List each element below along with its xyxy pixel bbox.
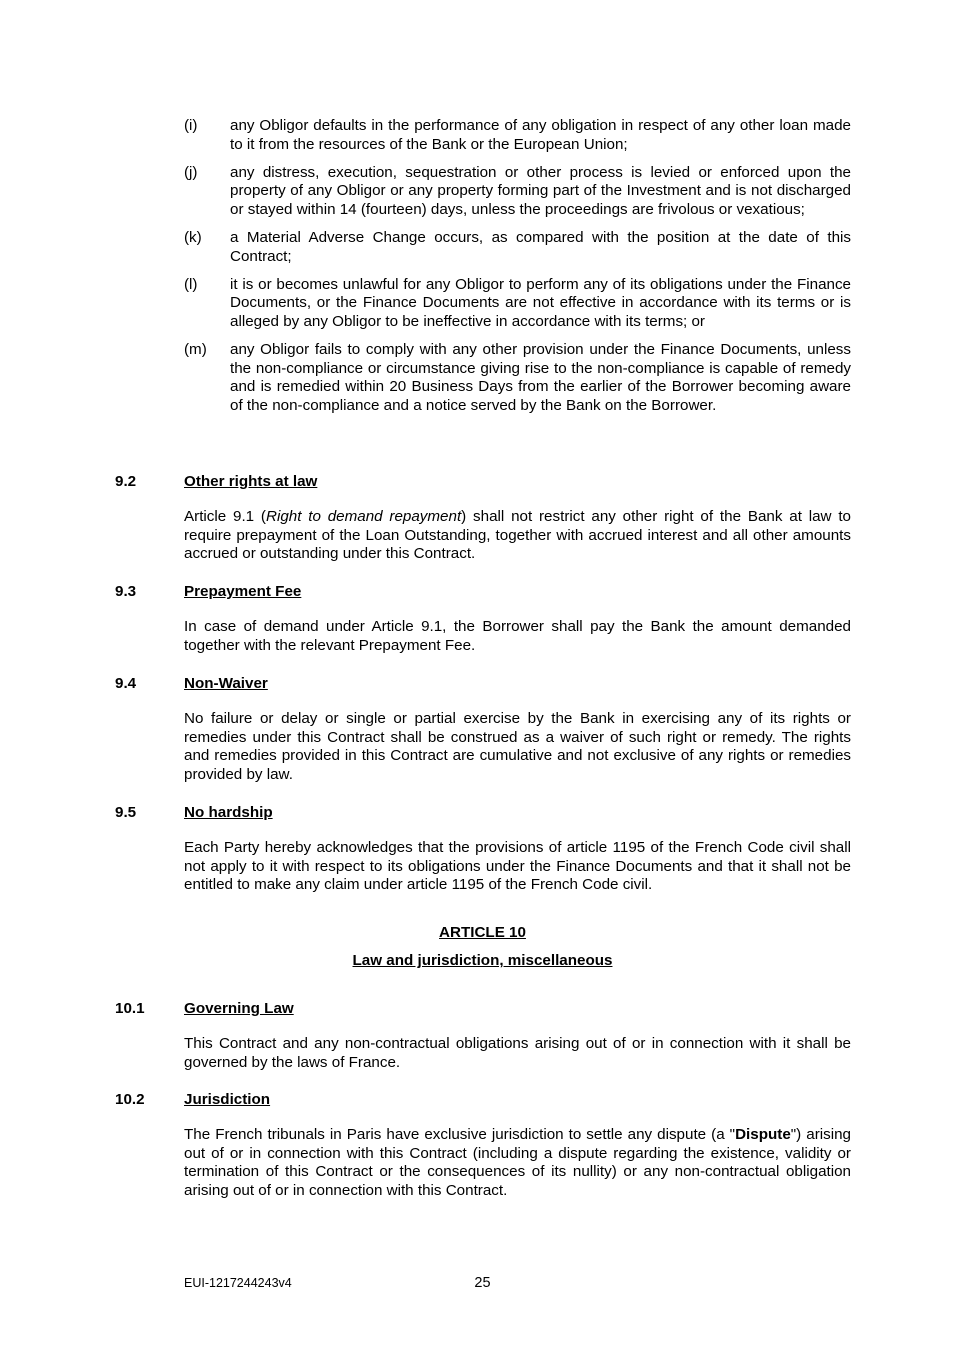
- event-of-default-list: [184, 117, 851, 425]
- section-number: 9.4: [115, 675, 137, 692]
- section-body: No failure or delay or single or partial exercise by the Bank in exercising any of its rights or remedies under this Contract shall be construed as a waiver of such right or remedy. The rights and remedies provided in this Contract are cumulative and not exclusive of any rights or remedies provided by law.: [184, 710, 851, 783]
- article-title: ARTICLE 10: [439, 924, 526, 941]
- section-body: In case of demand under Article 9.1, the Borrower shall pay the Bank the amount demanded together with the relevant Prepayment Fee.: [184, 618, 851, 654]
- list-item-label: (i): [184, 117, 198, 134]
- defined-term: Dispute: [735, 1126, 791, 1143]
- section-number: 10.2: [115, 1091, 145, 1108]
- list-item-text: any Obligor fails to comply with any other provision under the Finance Documents, unless the non-compliance or circumstance giving rise to the non-compliance is capable of remedy and is remedied within 20 Business Days from the earlier of the Borrower becoming aware of the non-compliance and a notice served by the Bank on the Borrower.: [230, 340, 851, 414]
- list-item-label: (k): [184, 228, 202, 246]
- section-number: 9.5: [115, 804, 137, 821]
- list-item: [184, 341, 851, 415]
- section-heading: Non-Waiver: [184, 675, 268, 692]
- list-item: [184, 164, 851, 220]
- list-item-text: any Obligor defaults in the performance of any obligation in respect of any other loan made to it from the resources of the Bank or the European Union;: [230, 117, 851, 153]
- section-body: Article 9.1 (Right to demand repayment) shall not restrict any other right of the Bank at law to require prepayment of the Loan Outstanding, together with accrued interest and all other amounts accrued or outstanding under this Contract.: [184, 508, 851, 563]
- section-number: 9.3: [115, 583, 137, 600]
- section-heading: Other rights at law: [184, 473, 318, 490]
- section-heading: Prepayment Fee: [184, 583, 302, 600]
- section-number: 9.2: [115, 473, 137, 490]
- list-item-label: (l): [184, 275, 198, 293]
- list-item-label: (m): [184, 340, 207, 358]
- list-item-text: it is or becomes unlawful for any Obligor to perform any of its obligations under the Finance Documents, or the Finance Documents are not effective in accordance with its terms or is alleged by any Obligor to be ineffective in accordance with its terms; or: [230, 275, 851, 330]
- list-item-label: (j): [184, 163, 198, 181]
- section-heading: Jurisdiction: [184, 1091, 271, 1108]
- list-item: [184, 117, 851, 154]
- cross-reference-title: Right to demand repayment: [265, 508, 462, 525]
- document-reference: EUI-1217244243v4: [184, 1276, 292, 1290]
- section-body: The French tribunals in Paris have exclusive jurisdiction to settle any dispute (a "Dispute") arising out of or in connection with this Contract (including a dispute regarding the existence, validity or termination of this Contract or the consequences of its nullity) or any non-contractual obligation arising out of or in connection with this Contract.: [184, 1126, 851, 1199]
- list-item-text: any distress, execution, sequestration or other process is levied or enforced upon the property of any Obligor or any property forming part of the Investment and is not discharged or stayed within 14 (fourteen) days, unless the proceedings are frivolous or vexatious;: [230, 163, 851, 218]
- list-item-text: a Material Adverse Change occurs, as compared with the position at the date of this Contract;: [230, 228, 851, 265]
- section-heading: No hardship: [184, 804, 273, 821]
- section-body: This Contract and any non-contractual obligations arising out of or in connection with it shall be governed by the laws of France.: [184, 1035, 851, 1071]
- section-heading: Governing Law: [184, 1000, 294, 1017]
- section-body: Each Party hereby acknowledges that the provisions of article 1195 of the French Code civil shall not apply to it with respect to its obligations under the Finance Documents and that it shall not be entitled to make any claim under article 1195 of the French Code civil.: [184, 839, 851, 894]
- article-subtitle: Law and jurisdiction, miscellaneous: [352, 952, 613, 969]
- section-number: 10.1: [115, 1000, 145, 1017]
- list-item: [184, 229, 851, 266]
- page-number: 25: [474, 1275, 491, 1291]
- list-item: [184, 276, 851, 332]
